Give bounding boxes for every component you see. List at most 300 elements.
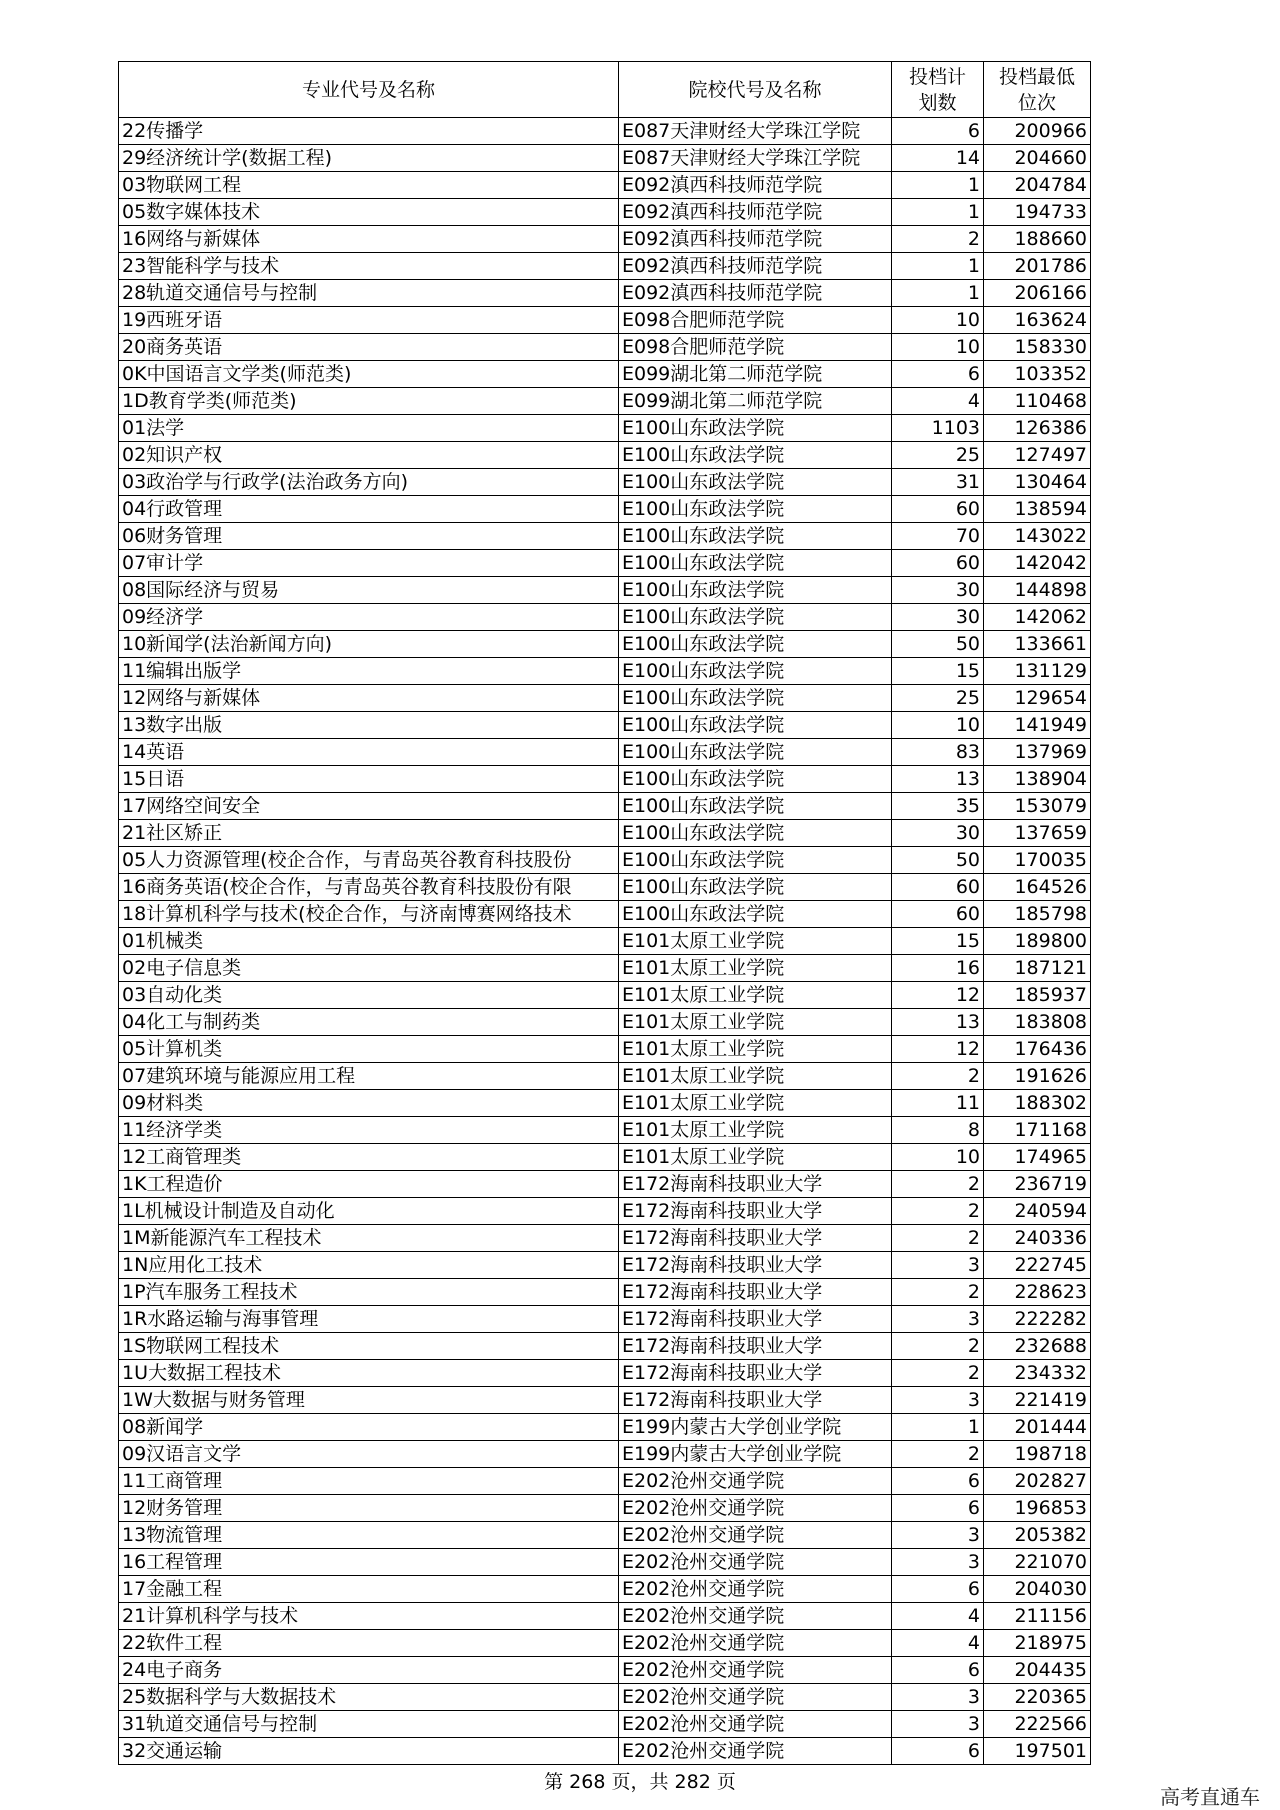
cell-school: E100山东政法学院 (619, 604, 892, 631)
cell-major: 13物流管理 (119, 1522, 619, 1549)
cell-school: E100山东政法学院 (619, 766, 892, 793)
cell-min-rank: 204660 (984, 145, 1091, 172)
cell-school: E100山东政法学院 (619, 631, 892, 658)
cell-school: E100山东政法学院 (619, 712, 892, 739)
cell-min-rank: 185798 (984, 901, 1091, 928)
table-row (119, 1252, 1091, 1279)
cell-min-rank: 138904 (984, 766, 1091, 793)
table-row (119, 739, 1091, 766)
cell-major: 14英语 (119, 739, 619, 766)
cell-plan-count: 4 (892, 388, 984, 415)
table-row (119, 1657, 1091, 1684)
cell-plan-count: 83 (892, 739, 984, 766)
cell-min-rank: 142042 (984, 550, 1091, 577)
cell-major: 04行政管理 (119, 496, 619, 523)
table-row (119, 766, 1091, 793)
table-row (119, 1522, 1091, 1549)
cell-major: 10新闻学(法治新闻方向) (119, 631, 619, 658)
cell-school: E100山东政法学院 (619, 685, 892, 712)
cell-major: 28轨道交通信号与控制 (119, 280, 619, 307)
cell-plan-count: 15 (892, 928, 984, 955)
cell-school: E101太原工业学院 (619, 1090, 892, 1117)
cell-min-rank: 137659 (984, 820, 1091, 847)
table-row (119, 145, 1091, 172)
table-row (119, 442, 1091, 469)
table-row (119, 901, 1091, 928)
cell-plan-count: 30 (892, 820, 984, 847)
cell-plan-count: 2 (892, 226, 984, 253)
cell-min-rank: 131129 (984, 658, 1091, 685)
cell-school: E202沧州交通学院 (619, 1711, 892, 1738)
cell-plan-count: 35 (892, 793, 984, 820)
cell-major: 03物联网工程 (119, 172, 619, 199)
cell-school: E101太原工业学院 (619, 1009, 892, 1036)
table-row (119, 1279, 1091, 1306)
cell-school: E199内蒙古大学创业学院 (619, 1441, 892, 1468)
cell-plan-count: 6 (892, 1468, 984, 1495)
cell-min-rank: 234332 (984, 1360, 1091, 1387)
cell-plan-count: 1 (892, 253, 984, 280)
cell-major: 1W大数据与财务管理 (119, 1387, 619, 1414)
cell-major: 23智能科学与技术 (119, 253, 619, 280)
table-row (119, 955, 1091, 982)
cell-school: E101太原工业学院 (619, 1036, 892, 1063)
cell-plan-count: 3 (892, 1387, 984, 1414)
cell-min-rank: 221419 (984, 1387, 1091, 1414)
cell-school: E100山东政法学院 (619, 469, 892, 496)
cell-major: 16商务英语(校企合作，与青岛英谷教育科技股份有限 (119, 874, 619, 901)
table-row (119, 874, 1091, 901)
cell-min-rank: 222566 (984, 1711, 1091, 1738)
table-row (119, 1225, 1091, 1252)
cell-min-rank: 218975 (984, 1630, 1091, 1657)
cell-major: 13数字出版 (119, 712, 619, 739)
cell-school: E202沧州交通学院 (619, 1468, 892, 1495)
cell-plan-count: 30 (892, 604, 984, 631)
cell-school: E092滇西科技师范学院 (619, 199, 892, 226)
cell-plan-count: 2 (892, 1198, 984, 1225)
cell-min-rank: 220365 (984, 1684, 1091, 1711)
cell-school: E101太原工业学院 (619, 955, 892, 982)
cell-major: 1L机械设计制造及自动化 (119, 1198, 619, 1225)
cell-plan-count: 60 (892, 550, 984, 577)
cell-min-rank: 202827 (984, 1468, 1091, 1495)
cell-major: 03政治学与行政学(法治政务方向) (119, 469, 619, 496)
table-row (119, 685, 1091, 712)
table-row (119, 1468, 1091, 1495)
cell-school: E202沧州交通学院 (619, 1495, 892, 1522)
cell-major: 02电子信息类 (119, 955, 619, 982)
cell-major: 16网络与新媒体 (119, 226, 619, 253)
cell-min-rank: 228623 (984, 1279, 1091, 1306)
cell-plan-count: 4 (892, 1630, 984, 1657)
table-row (119, 1630, 1091, 1657)
table-row (119, 172, 1091, 199)
cell-major: 08国际经济与贸易 (119, 577, 619, 604)
cell-school: E172海南科技职业大学 (619, 1171, 892, 1198)
cell-min-rank: 126386 (984, 415, 1091, 442)
cell-plan-count: 60 (892, 496, 984, 523)
table-row (119, 469, 1091, 496)
cell-major: 1K工程造价 (119, 1171, 619, 1198)
cell-school: E099湖北第二师范学院 (619, 361, 892, 388)
table-row (119, 604, 1091, 631)
cell-school: E172海南科技职业大学 (619, 1225, 892, 1252)
cell-school: E101太原工业学院 (619, 1063, 892, 1090)
cell-school: E092滇西科技师范学院 (619, 280, 892, 307)
table-row (119, 280, 1091, 307)
cell-plan-count: 8 (892, 1117, 984, 1144)
cell-major: 05数字媒体技术 (119, 199, 619, 226)
table-body (119, 118, 1091, 1765)
cell-plan-count: 1 (892, 172, 984, 199)
table-row (119, 793, 1091, 820)
cell-major: 1S物联网工程技术 (119, 1333, 619, 1360)
cell-school: E101太原工业学院 (619, 982, 892, 1009)
cell-major: 19西班牙语 (119, 307, 619, 334)
cell-plan-count: 3 (892, 1306, 984, 1333)
cell-min-rank: 171168 (984, 1117, 1091, 1144)
cell-plan-count: 6 (892, 118, 984, 145)
cell-school: E100山东政法学院 (619, 442, 892, 469)
cell-school: E100山东政法学院 (619, 847, 892, 874)
cell-plan-count: 30 (892, 577, 984, 604)
cell-min-rank: 200966 (984, 118, 1091, 145)
header-major: 专业代号及名称 (119, 62, 619, 118)
cell-plan-count: 13 (892, 1009, 984, 1036)
admission-table (118, 61, 1091, 1765)
cell-plan-count: 10 (892, 334, 984, 361)
cell-major: 04化工与制药类 (119, 1009, 619, 1036)
header-min-rank: 投档最低位次 (984, 62, 1091, 118)
cell-major: 11工商管理 (119, 1468, 619, 1495)
cell-major: 18计算机科学与技术(校企合作，与济南博赛网络技术 (119, 901, 619, 928)
table-row (119, 1009, 1091, 1036)
table-row (119, 1495, 1091, 1522)
cell-plan-count: 11 (892, 1090, 984, 1117)
cell-school: E202沧州交通学院 (619, 1549, 892, 1576)
cell-school: E172海南科技职业大学 (619, 1333, 892, 1360)
table-row (119, 1711, 1091, 1738)
cell-min-rank: 204784 (984, 172, 1091, 199)
table-row (119, 523, 1091, 550)
cell-plan-count: 14 (892, 145, 984, 172)
table-row (119, 334, 1091, 361)
header-plan-count: 投档计划数 (892, 62, 984, 118)
cell-min-rank: 201444 (984, 1414, 1091, 1441)
cell-major: 09汉语言文学 (119, 1441, 619, 1468)
cell-plan-count: 4 (892, 1603, 984, 1630)
cell-school: E100山东政法学院 (619, 793, 892, 820)
cell-plan-count: 3 (892, 1684, 984, 1711)
cell-school: E098合肥师范学院 (619, 334, 892, 361)
cell-plan-count: 16 (892, 955, 984, 982)
cell-school: E202沧州交通学院 (619, 1738, 892, 1765)
cell-min-rank: 163624 (984, 307, 1091, 334)
cell-plan-count: 25 (892, 442, 984, 469)
table-row (119, 1090, 1091, 1117)
table-row (119, 118, 1091, 145)
cell-school: E202沧州交通学院 (619, 1657, 892, 1684)
cell-major: 16工程管理 (119, 1549, 619, 1576)
cell-major: 06财务管理 (119, 523, 619, 550)
cell-plan-count: 6 (892, 1495, 984, 1522)
cell-school: E100山东政法学院 (619, 658, 892, 685)
cell-major: 05人力资源管理(校企合作，与青岛英谷教育科技股份 (119, 847, 619, 874)
table-row (119, 1171, 1091, 1198)
cell-min-rank: 197501 (984, 1738, 1091, 1765)
cell-school: E172海南科技职业大学 (619, 1360, 892, 1387)
cell-school: E087天津财经大学珠江学院 (619, 145, 892, 172)
cell-school: E172海南科技职业大学 (619, 1387, 892, 1414)
cell-school: E087天津财经大学珠江学院 (619, 118, 892, 145)
cell-min-rank: 127497 (984, 442, 1091, 469)
cell-plan-count: 2 (892, 1279, 984, 1306)
cell-major: 17金融工程 (119, 1576, 619, 1603)
table-row (119, 1306, 1091, 1333)
table-row (119, 1360, 1091, 1387)
cell-school: E099湖北第二师范学院 (619, 388, 892, 415)
table-header (119, 62, 1091, 118)
cell-min-rank: 204435 (984, 1657, 1091, 1684)
cell-major: 07审计学 (119, 550, 619, 577)
cell-school: E098合肥师范学院 (619, 307, 892, 334)
cell-plan-count: 6 (892, 1657, 984, 1684)
cell-major: 09材料类 (119, 1090, 619, 1117)
table-row (119, 1387, 1091, 1414)
cell-min-rank: 240336 (984, 1225, 1091, 1252)
cell-major: 1P汽车服务工程技术 (119, 1279, 619, 1306)
table-row (119, 658, 1091, 685)
cell-min-rank: 191626 (984, 1063, 1091, 1090)
table-row (119, 307, 1091, 334)
cell-major: 32交通运输 (119, 1738, 619, 1765)
cell-min-rank: 138594 (984, 496, 1091, 523)
cell-plan-count: 70 (892, 523, 984, 550)
cell-school: E092滇西科技师范学院 (619, 172, 892, 199)
table-row (119, 361, 1091, 388)
cell-major: 22软件工程 (119, 1630, 619, 1657)
cell-min-rank: 137969 (984, 739, 1091, 766)
cell-min-rank: 198718 (984, 1441, 1091, 1468)
table-row (119, 1063, 1091, 1090)
cell-plan-count: 2 (892, 1333, 984, 1360)
cell-plan-count: 60 (892, 874, 984, 901)
table-row (119, 199, 1091, 226)
table-row (119, 577, 1091, 604)
cell-min-rank: 221070 (984, 1549, 1091, 1576)
table-row (119, 226, 1091, 253)
table-row (119, 1549, 1091, 1576)
cell-major: 12财务管理 (119, 1495, 619, 1522)
cell-major: 22传播学 (119, 118, 619, 145)
cell-plan-count: 6 (892, 1576, 984, 1603)
cell-school: E202沧州交通学院 (619, 1603, 892, 1630)
cell-major: 1D教育学类(师范类) (119, 388, 619, 415)
cell-min-rank: 188302 (984, 1090, 1091, 1117)
cell-plan-count: 3 (892, 1252, 984, 1279)
cell-major: 20商务英语 (119, 334, 619, 361)
cell-min-rank: 211156 (984, 1603, 1091, 1630)
cell-min-rank: 236719 (984, 1171, 1091, 1198)
cell-plan-count: 1103 (892, 415, 984, 442)
table-row (119, 1198, 1091, 1225)
cell-school: E172海南科技职业大学 (619, 1279, 892, 1306)
cell-major: 01机械类 (119, 928, 619, 955)
cell-school: E092滇西科技师范学院 (619, 253, 892, 280)
cell-major: 12工商管理类 (119, 1144, 619, 1171)
cell-min-rank: 176436 (984, 1036, 1091, 1063)
cell-min-rank: 232688 (984, 1333, 1091, 1360)
cell-plan-count: 50 (892, 631, 984, 658)
cell-school: E202沧州交通学院 (619, 1522, 892, 1549)
cell-school: E100山东政法学院 (619, 415, 892, 442)
cell-school: E172海南科技职业大学 (619, 1306, 892, 1333)
table-row (119, 1036, 1091, 1063)
cell-major: 05计算机类 (119, 1036, 619, 1063)
table-row (119, 820, 1091, 847)
cell-major: 03自动化类 (119, 982, 619, 1009)
cell-school: E100山东政法学院 (619, 739, 892, 766)
cell-school: E101太原工业学院 (619, 928, 892, 955)
cell-major: 24电子商务 (119, 1657, 619, 1684)
cell-major: 1R水路运输与海事管理 (119, 1306, 619, 1333)
cell-major: 02知识产权 (119, 442, 619, 469)
page-number: 第 268 页，共 282 页 (544, 1771, 736, 1793)
cell-school: E100山东政法学院 (619, 496, 892, 523)
table-row (119, 1117, 1091, 1144)
table-row (119, 496, 1091, 523)
table-row (119, 928, 1091, 955)
cell-min-rank: 110468 (984, 388, 1091, 415)
table-row (119, 712, 1091, 739)
cell-plan-count: 2 (892, 1360, 984, 1387)
cell-min-rank: 142062 (984, 604, 1091, 631)
table-row (119, 1441, 1091, 1468)
cell-major: 1N应用化工技术 (119, 1252, 619, 1279)
cell-school: E199内蒙古大学创业学院 (619, 1414, 892, 1441)
cell-plan-count: 50 (892, 847, 984, 874)
cell-plan-count: 13 (892, 766, 984, 793)
cell-min-rank: 143022 (984, 523, 1091, 550)
cell-major: 11编辑出版学 (119, 658, 619, 685)
table-row (119, 1144, 1091, 1171)
cell-plan-count: 25 (892, 685, 984, 712)
header-school: 院校代号及名称 (619, 62, 892, 118)
cell-min-rank: 187121 (984, 955, 1091, 982)
cell-min-rank: 188660 (984, 226, 1091, 253)
watermark-brand: 高考直通车 (1160, 1785, 1260, 1809)
cell-school: E101太原工业学院 (619, 1144, 892, 1171)
table-row (119, 1603, 1091, 1630)
table-row (119, 550, 1091, 577)
cell-major: 25数据科学与大数据技术 (119, 1684, 619, 1711)
table-row (119, 1333, 1091, 1360)
cell-plan-count: 1 (892, 280, 984, 307)
cell-plan-count: 6 (892, 1738, 984, 1765)
cell-min-rank: 205382 (984, 1522, 1091, 1549)
cell-min-rank: 206166 (984, 280, 1091, 307)
cell-school: E100山东政法学院 (619, 523, 892, 550)
cell-major: 0K中国语言文学类(师范类) (119, 361, 619, 388)
cell-min-rank: 183808 (984, 1009, 1091, 1036)
cell-plan-count: 2 (892, 1441, 984, 1468)
cell-plan-count: 60 (892, 901, 984, 928)
cell-major: 12网络与新媒体 (119, 685, 619, 712)
table-row (119, 631, 1091, 658)
cell-school: E092滇西科技师范学院 (619, 226, 892, 253)
table-row (119, 1576, 1091, 1603)
cell-plan-count: 3 (892, 1522, 984, 1549)
cell-min-rank: 144898 (984, 577, 1091, 604)
cell-min-rank: 153079 (984, 793, 1091, 820)
cell-plan-count: 12 (892, 1036, 984, 1063)
cell-plan-count: 2 (892, 1225, 984, 1252)
cell-min-rank: 196853 (984, 1495, 1091, 1522)
cell-min-rank: 194733 (984, 199, 1091, 226)
cell-min-rank: 170035 (984, 847, 1091, 874)
cell-school: E202沧州交通学院 (619, 1684, 892, 1711)
cell-major: 21计算机科学与技术 (119, 1603, 619, 1630)
cell-min-rank: 103352 (984, 361, 1091, 388)
cell-min-rank: 158330 (984, 334, 1091, 361)
cell-plan-count: 1 (892, 1414, 984, 1441)
cell-major: 09经济学 (119, 604, 619, 631)
cell-major: 21社区矫正 (119, 820, 619, 847)
cell-plan-count: 15 (892, 658, 984, 685)
table-row (119, 982, 1091, 1009)
table-row (119, 415, 1091, 442)
table-row (119, 847, 1091, 874)
cell-school: E100山东政法学院 (619, 901, 892, 928)
cell-min-rank: 204030 (984, 1576, 1091, 1603)
cell-min-rank: 240594 (984, 1198, 1091, 1225)
cell-min-rank: 164526 (984, 874, 1091, 901)
cell-school: E172海南科技职业大学 (619, 1198, 892, 1225)
cell-major: 17网络空间安全 (119, 793, 619, 820)
cell-min-rank: 189800 (984, 928, 1091, 955)
cell-school: E172海南科技职业大学 (619, 1252, 892, 1279)
cell-plan-count: 3 (892, 1549, 984, 1576)
cell-major: 1U大数据工程技术 (119, 1360, 619, 1387)
cell-major: 15日语 (119, 766, 619, 793)
cell-school: E100山东政法学院 (619, 550, 892, 577)
cell-major: 31轨道交通信号与控制 (119, 1711, 619, 1738)
table-row (119, 1738, 1091, 1765)
cell-min-rank: 185937 (984, 982, 1091, 1009)
cell-plan-count: 2 (892, 1171, 984, 1198)
cell-major: 07建筑环境与能源应用工程 (119, 1063, 619, 1090)
cell-major: 08新闻学 (119, 1414, 619, 1441)
cell-school: E100山东政法学院 (619, 820, 892, 847)
cell-plan-count: 3 (892, 1711, 984, 1738)
cell-min-rank: 222745 (984, 1252, 1091, 1279)
table-row (119, 1684, 1091, 1711)
cell-min-rank: 222282 (984, 1306, 1091, 1333)
cell-major: 29经济统计学(数据工程) (119, 145, 619, 172)
cell-min-rank: 201786 (984, 253, 1091, 280)
cell-school: E101太原工业学院 (619, 1117, 892, 1144)
cell-min-rank: 141949 (984, 712, 1091, 739)
header-row (119, 62, 1091, 118)
cell-min-rank: 130464 (984, 469, 1091, 496)
cell-min-rank: 133661 (984, 631, 1091, 658)
cell-school: E100山东政法学院 (619, 577, 892, 604)
cell-major: 11经济学类 (119, 1117, 619, 1144)
cell-school: E202沧州交通学院 (619, 1576, 892, 1603)
cell-plan-count: 12 (892, 982, 984, 1009)
cell-plan-count: 10 (892, 307, 984, 334)
